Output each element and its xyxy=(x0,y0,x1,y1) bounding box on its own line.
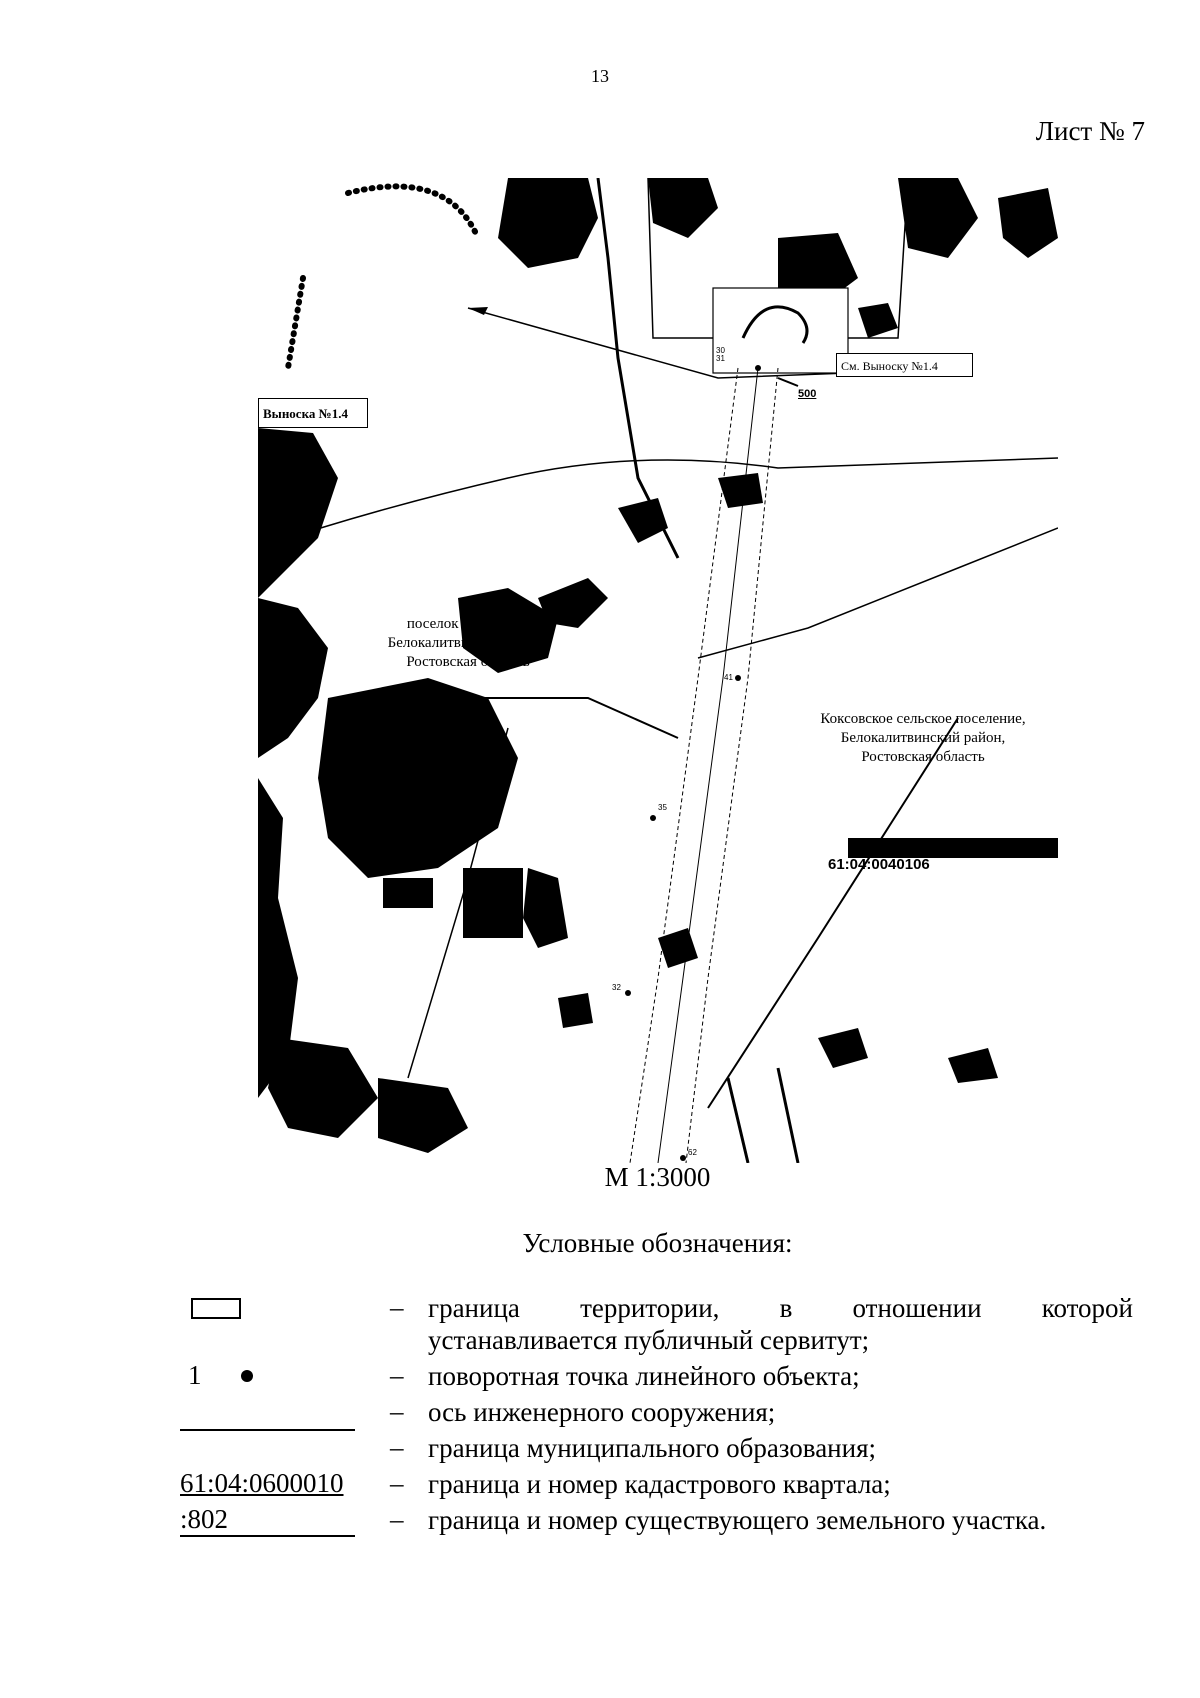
servitude-boundary-symbol xyxy=(191,1298,241,1319)
legend-dash: – xyxy=(390,1468,404,1498)
legend-dash: – xyxy=(390,1432,404,1462)
point-label: 41 xyxy=(724,673,733,682)
point-label: 31 xyxy=(716,354,725,363)
place-1-line-1: поселок Коксовый, xyxy=(406,616,530,632)
land-plot-underline xyxy=(180,1535,355,1537)
legend-desc: ось инженерного сооружения; xyxy=(428,1397,776,1427)
place-2-line-1: Коксовское сельское поселение, xyxy=(820,711,1026,727)
legend-dash: – xyxy=(390,1396,404,1426)
legend-dash: – xyxy=(390,1360,404,1390)
point-label: 30 xyxy=(716,346,725,355)
turning-point-symbol xyxy=(241,1370,253,1382)
map-image xyxy=(258,178,1058,1163)
municipal-boundary-symbol xyxy=(180,1429,355,1431)
place-label-settlement xyxy=(368,615,568,672)
cadastral-quarter-symbol: 61:04:0600010 xyxy=(180,1468,344,1498)
legend-desc-line-2: устанавливается публичный сервитут; xyxy=(428,1325,870,1355)
legend-desc: граница и номер кадастрового квартала; xyxy=(428,1469,891,1499)
sheet-label: Лист № 7 xyxy=(1035,116,1145,146)
place-label-rural-settlement xyxy=(798,710,1048,767)
place-1-line-2: Белокалитвинский район xyxy=(387,635,549,651)
page-number: 13 xyxy=(591,66,609,86)
turning-point-number: 1 xyxy=(188,1360,202,1390)
legend-item-cadastral-quarter xyxy=(0,1468,1200,1502)
legend-item-municipal-boundary xyxy=(0,1432,1200,1466)
land-plot-symbol: :802 xyxy=(180,1504,229,1534)
point-label: 32 xyxy=(612,983,621,992)
legend-desc-line-1: граница территории, в отношении которой xyxy=(428,1293,1133,1323)
point-label: 35 xyxy=(658,803,667,812)
legend-desc xyxy=(428,1292,1133,1356)
legend-dash: – xyxy=(390,1292,404,1322)
legend-desc: граница и номер существующего земельного участка. xyxy=(428,1505,1047,1535)
legend-desc: граница муниципального образования; xyxy=(428,1433,877,1463)
legend-item-structure-axis xyxy=(0,1396,1200,1430)
legend-dash: – xyxy=(390,1504,404,1534)
legend-item-land-plot xyxy=(0,1504,1200,1538)
map-scale: М 1:3000 xyxy=(604,1162,711,1192)
place-1-line-3: Ростовская область xyxy=(406,654,530,670)
legend-item-servitude-boundary xyxy=(0,1292,1200,1358)
callout-reference: См. Выноску №1.4 xyxy=(836,353,973,377)
place-2-line-3: Ростовская область xyxy=(861,749,985,765)
cadastral-quarter-label: 61:04:0040106 xyxy=(828,856,930,873)
legend-desc: поворотная точка линейного объекта; xyxy=(428,1361,860,1391)
map-label-500: 500 xyxy=(798,388,817,400)
legend-item-turning-point xyxy=(0,1360,1200,1394)
place-2-line-2: Белокалитвинский район, xyxy=(840,730,1006,746)
callout-box: Выноска №1.4 xyxy=(258,398,368,428)
legend-title: Условные обозначения: xyxy=(522,1228,793,1258)
point-label: 62 xyxy=(688,1148,697,1157)
